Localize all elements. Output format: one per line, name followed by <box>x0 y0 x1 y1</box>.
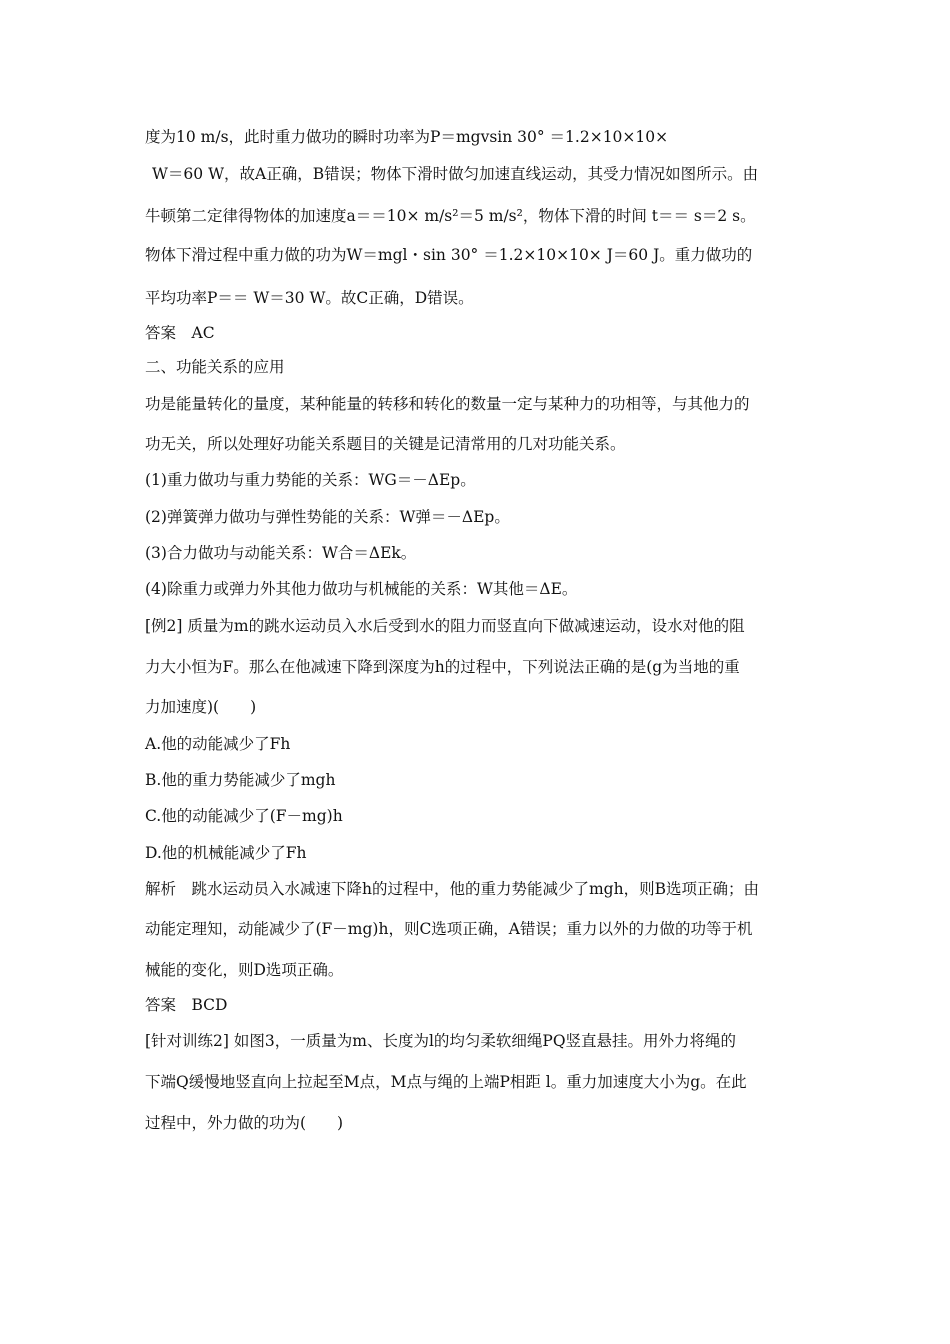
option-c: C.他的动能减少了(F－mg)h <box>145 807 343 825</box>
relation-item: (2)弹簧弹力做功与弹性势能的关系：W弹＝－ΔEp。 <box>145 508 510 526</box>
text-line: 平均功率P＝＝ W＝30 W。故C正确，D错误。 <box>145 289 474 307</box>
exercise-question: [针对训练2] 如图3，一质量为m、长度为l的均匀柔软细绳PQ竖直悬挂。用外力将绳的 <box>145 1032 737 1050</box>
analysis-line: 械能的变化，则D选项正确。 <box>145 961 344 979</box>
exercise-question: 过程中，外力做的功为( ) <box>145 1114 344 1132</box>
text-line: W＝60 W，故A正确，B错误；物体下滑时做匀加速直线运动，其受力情况如图所示。由 <box>152 165 759 183</box>
example-question: 力加速度)( ) <box>145 698 257 716</box>
option-a: A.他的动能减少了Fh <box>145 735 291 753</box>
section-heading: 二、功能关系的应用 <box>145 358 285 376</box>
text-line: 度为10 m/s，此时重力做功的瞬时功率为P＝mgvsin 30° ＝1.2×10×10× <box>145 128 669 146</box>
text-line: 功是能量转化的量度，某种能量的转移和转化的数量一定与某种力的功相等，与其他力的 <box>145 395 750 413</box>
answer-line: 答案 BCD <box>145 996 228 1014</box>
exercise-question: 下端Q缓慢地竖直向上拉起至M点，M点与绳的上端P相距 l。重力加速度大小为g。在此 <box>145 1073 747 1091</box>
analysis-line: 动能定理知，动能减少了(F－mg)h，则C选项正确，A错误；重力以外的力做的功等于机 <box>145 920 753 938</box>
relation-item: (4)除重力或弹力外其他力做功与机械能的关系：W其他＝ΔE。 <box>145 580 578 598</box>
option-b: B.他的重力势能减少了mgh <box>145 771 336 789</box>
answer-line: 答案 AC <box>145 324 215 342</box>
text-line: 物体下滑过程中重力做的功为W＝mgl・sin 30° ＝1.2×10×10× J＝60 J。重力做功的 <box>145 246 753 264</box>
example-question: [例2] 质量为m的跳水运动员入水后受到水的阻力而竖直向下做减速运动，设水对他的阻 <box>145 617 745 635</box>
text-line: 功无关，所以处理好功能关系题目的关键是记清常用的几对功能关系。 <box>145 435 626 453</box>
relation-item: (3)合力做功与动能关系：W合＝ΔEk。 <box>145 544 417 562</box>
text-line: 牛顿第二定律得物体的加速度a＝＝10× m/s²＝5 m/s²，物体下滑的时间 t＝＝ s＝2 s。 <box>145 207 756 225</box>
analysis-line: 解析 跳水运动员入水减速下降h的过程中，他的重力势能减少了mgh，则B选项正确；由 <box>145 880 759 898</box>
option-d: D.他的机械能减少了Fh <box>145 844 307 862</box>
example-question: 力大小恒为F。那么在他减速下降到深度为h的过程中，下列说法正确的是(g为当地的重 <box>145 658 740 676</box>
relation-item: (1)重力做功与重力势能的关系：WG＝－ΔEp。 <box>145 471 476 489</box>
